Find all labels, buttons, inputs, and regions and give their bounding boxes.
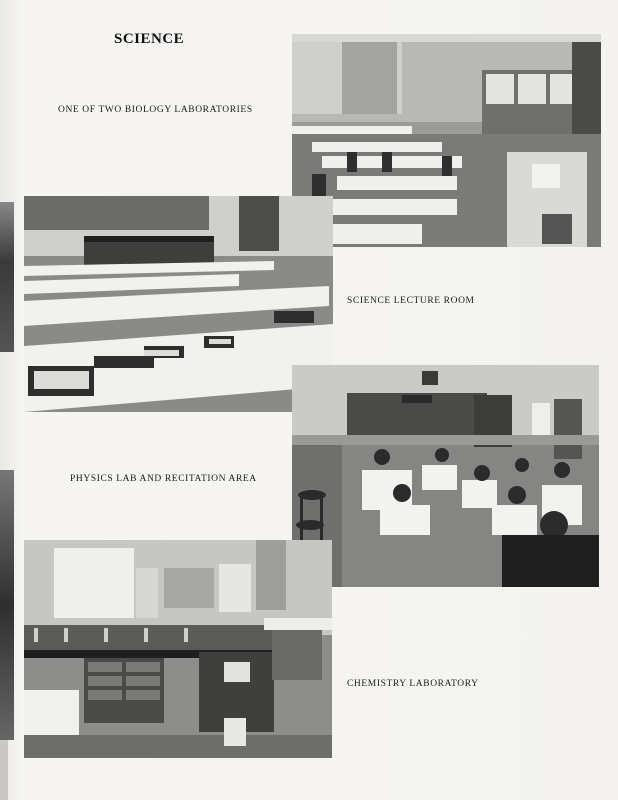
- biology-lab-photo: [292, 34, 601, 247]
- physics-caption: PHYSICS LAB AND RECITATION AREA: [70, 474, 257, 484]
- physics-lab-photo: [292, 365, 599, 587]
- lecture-caption: SCIENCE LECTURE ROOM: [347, 296, 475, 306]
- section-heading: SCIENCE: [114, 31, 185, 47]
- biology-caption: ONE OF TWO BIOLOGY LABORATORIES: [58, 105, 253, 115]
- previous-page-edge: [0, 470, 14, 740]
- previous-page-edge: [0, 202, 14, 352]
- chemistry-caption: CHEMISTRY LABORATORY: [347, 679, 479, 689]
- chemistry-lab-photo: [24, 540, 332, 758]
- lecture-room-photo: [24, 196, 333, 412]
- previous-page-edge: [0, 740, 8, 800]
